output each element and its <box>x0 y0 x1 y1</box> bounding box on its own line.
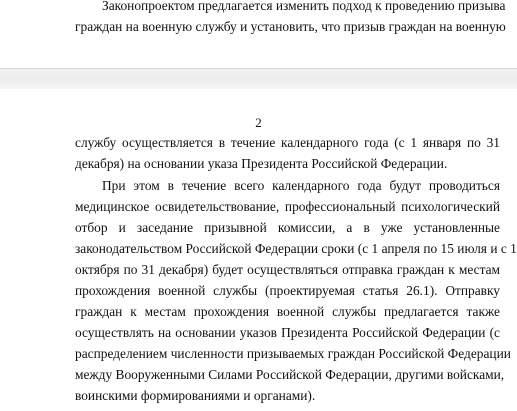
page-break <box>0 68 517 90</box>
page-number: 2 <box>255 115 262 130</box>
text-line: декабря) на основании указа Президента Российской Федерации. <box>75 156 448 171</box>
page-1-bottom <box>0 0 517 68</box>
text-line: граждан к местам прохождения военной службы предлагается также <box>75 304 500 319</box>
text-line: октября по 31 декабря) будет осуществляться отправка граждан к местам <box>75 262 500 277</box>
text-line: граждан на военную службу и установить, что призыв граждан на военную <box>75 19 506 34</box>
text-line: прохождения военной службы (проектируемая статья 26.1). Отправку <box>75 283 500 298</box>
text-line: распределением численности призываемых граждан Российской Федерации <box>75 346 511 361</box>
text-line: медицинское освидетельствование, профессиональный психологический <box>75 199 500 214</box>
text-line: законодательством Российской Федерации сроки (с 1 апреля по 15 июля и с 1 <box>75 241 517 256</box>
text-line: Законопроектом предлагается изменить подход к проведению призыва <box>102 0 506 13</box>
page-2 <box>0 89 517 411</box>
text-line: воинскими формированиями и органами). <box>75 388 316 403</box>
text-line: отбор и заседание призывной комиссии, а в уже установленные <box>75 220 500 235</box>
text-line: между Вооруженными Силами Российской Федерации, другими войсками, <box>75 367 505 382</box>
text-line: При этом в течение всего календарного года будут проводиться <box>102 178 500 193</box>
text-line: службу осуществляется в течение календарного года (с 1 января по 31 <box>75 135 500 150</box>
text-line: осуществлять на основании указов Президента Российской Федерации (с <box>75 325 500 340</box>
